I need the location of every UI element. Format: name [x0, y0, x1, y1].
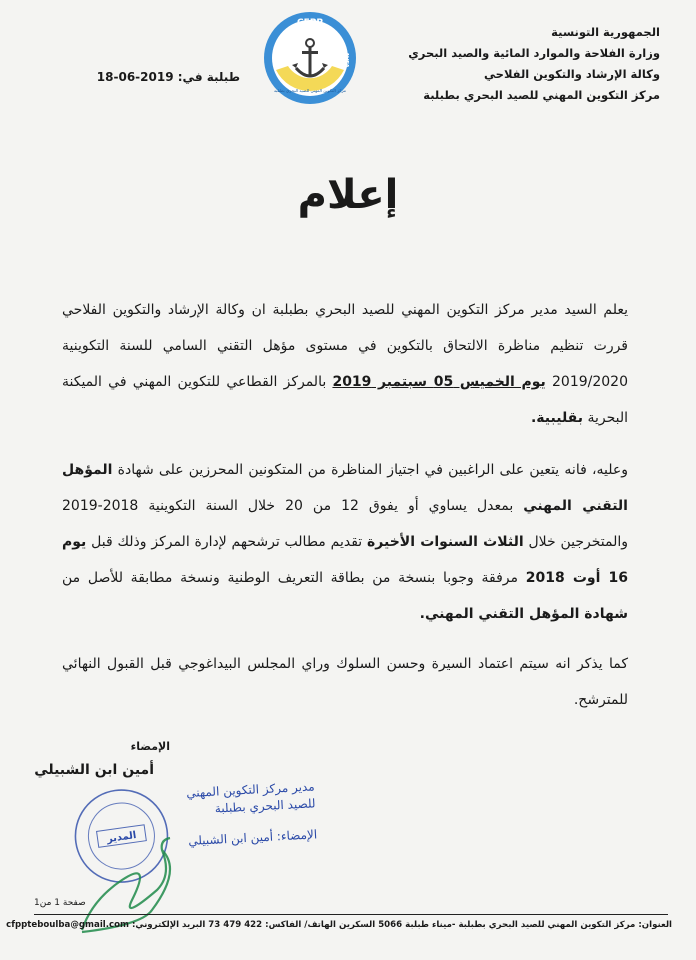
para2-text-a: وعليه، فانه يتعين على الراغبين في اجتياز المناظرة من المتكونين المحرزين على شهادة: [117, 462, 628, 478]
signature-label: الإمضاء: [130, 740, 170, 753]
logo-top-text: CFPP: [297, 18, 323, 28]
footer-contact: [6, 920, 672, 930]
stamp-line-3: الإمضاء: أمين ابن الشبيلي: [187, 827, 318, 849]
footer-address: العنوان: مركز التكوين المهني للصيد البحري بطبلبة -ميناء طبلبة 5066 السكرين: [338, 920, 672, 930]
years-emphasis: الثلاث السنوات الأخيرة: [367, 534, 524, 550]
para2-text-c: تقديم مطالب ترشحهم لإدارة المركز وذلك قبل: [91, 534, 363, 550]
para2-text-b: بمعدل يساوي أو يفوق 12 من 20 خلال السنة التكوينية 2018-2019 والمتخرجين خلال: [62, 498, 628, 550]
date-label: طبلبة في:: [177, 70, 240, 84]
stamp-center-word: المدير: [106, 830, 138, 846]
announcement-paragraph-1: [62, 292, 628, 436]
stamp-text: [174, 778, 317, 850]
exam-date-emphasis: يوم الخميس 05 سبتمبر 2019: [332, 374, 546, 390]
footer-email-label: البريد الإلكتروني:: [131, 920, 206, 930]
document-date: [80, 70, 240, 84]
institution-header: [400, 22, 660, 106]
footer-email[interactable]: cfppteboulba@gmail.com: [6, 920, 129, 930]
signatory-name: أمين ابن الشبيلي: [34, 762, 154, 778]
header-line-agency: وكالة الإرشاد والتكوين الفلاحي: [484, 67, 660, 81]
footer-phone: الهاتف/ الفاكس: 422 479 73: [208, 920, 336, 930]
location-city: بقليبية.: [530, 410, 583, 426]
para2-text-d: مرفقة وجوبا بنسخة من بطاقة التعريف الوطنية ونسخة مطابقة للأصل من: [62, 570, 518, 586]
header-line-ministry: وزارة الفلاحة والموارد المائية والصيد البحري: [408, 46, 660, 60]
logo-side-text: AVFA: [343, 52, 349, 68]
stamp-line-1: مدير مركز التكوين المهني: [185, 779, 315, 801]
logo-sub-text: TEBOULBA: [289, 30, 331, 38]
page-number: صفحة 1 من1: [34, 898, 86, 908]
para1-location: بالمركز القطاعي للتكوين المهني في الميكنة البحرية: [62, 374, 628, 426]
cfpp-logo: [262, 10, 358, 106]
logo-ring-arabic: مركز التكوين المهني للصيد البحري بطبلبة: [273, 88, 347, 93]
certificate-copy-emphasis: شهادة المؤهل التقني المهني.: [419, 606, 628, 622]
certificate-emphasis: المؤهل التقني المهني: [62, 462, 628, 514]
page-title: إعلام: [297, 172, 399, 218]
para1-text: يعلم السيد مدير مركز التكوين المهني للصيد البحري بطبلبة ان وكالة الإرشاد والتكوين الفلاحي قررت تنظيم مناظرة الالتحاق بالتكوين في مستوى مؤهل التقني السامي للسنة التكوينية 2019/2020: [62, 302, 628, 390]
header-line-center: مركز التكوين المهني للصيد البحري بطبلبة: [423, 88, 660, 102]
footer-divider: [34, 914, 668, 915]
deadline-emphasis: يوم 16 أوت 2018: [62, 534, 629, 586]
handwritten-signature: [82, 838, 170, 932]
header-line-republic: الجمهورية التونسية: [551, 25, 660, 39]
stamp-line-2: للصيد البحري بطبلبة: [214, 796, 316, 816]
date-value: 18-06-2019: [96, 70, 174, 84]
announcement-paragraph-2: [62, 452, 628, 632]
announcement-paragraph-3: كما يذكر انه سيتم اعتماد السيرة وحسن السلوك وراي المجلس البيداغوجي قبل القبول النهائي للمترشح.: [62, 656, 628, 708]
